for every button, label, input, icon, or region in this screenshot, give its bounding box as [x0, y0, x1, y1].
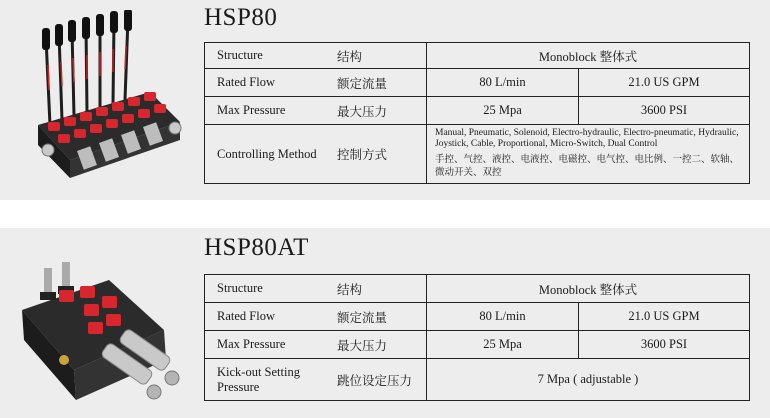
row-label-en: Structure — [217, 48, 263, 62]
product-title: HSP80 — [204, 4, 278, 31]
row-value-metric: 80 L/min — [427, 69, 579, 97]
table-row — [205, 331, 750, 359]
row-label-zh: 跳位设定压力 — [337, 373, 413, 388]
row-label-zh: 额定流量 — [337, 76, 388, 91]
row-value-imperial: 21.0 US GPM — [579, 303, 750, 331]
hydraulic-valve-kickout-image — [14, 260, 190, 410]
row-label-zh: 额定流量 — [337, 310, 388, 325]
methods-en: Manual, Pneumatic, Solenoid, Electro-hydraulic, Electro-pneumatic, Hydraulic, Joystick, Cable, Proportional, Micro-Switch, Dual Control — [435, 128, 739, 149]
row-label-en: Rated Flow — [217, 75, 275, 89]
table-row — [205, 125, 750, 184]
row-value: 7 Mpa ( adjustable ) — [427, 359, 750, 401]
row-value-imperial: 3600 PSI — [579, 97, 750, 125]
row-value: Monoblock 整体式 — [427, 275, 750, 303]
row-label-en: Controlling Method — [217, 146, 317, 161]
product-title: HSP80AT — [204, 234, 309, 261]
table-row — [205, 303, 750, 331]
table-row — [205, 69, 750, 97]
table-row — [205, 97, 750, 125]
row-value: Monoblock 整体式 — [427, 43, 750, 69]
methods-zh: 手控、气控、液控、电液控、电磁控、电气控、电比例、一控二、软轴、微动开关、双控 — [435, 155, 740, 178]
row-label-en: Kick-out Setting Pressure — [217, 364, 300, 394]
spec-table-hsp80at — [204, 274, 750, 401]
row-label-zh: 控制方式 — [337, 148, 388, 162]
row-label-en: Max Pressure — [217, 103, 286, 117]
product-panel-hsp80 — [0, 0, 770, 200]
row-label-zh: 最大压力 — [337, 338, 388, 353]
row-value-metric: 80 L/min — [427, 303, 579, 331]
table-row — [205, 359, 750, 401]
controlling-methods — [427, 125, 750, 184]
row-label-zh: 结构 — [337, 49, 363, 64]
row-label-zh: 结构 — [337, 282, 363, 297]
row-label-en: Rated Flow — [217, 309, 275, 323]
row-value-imperial: 21.0 US GPM — [579, 69, 750, 97]
table-row — [205, 43, 750, 69]
row-label-zh: 最大压力 — [337, 104, 388, 119]
row-value-metric: 25 Mpa — [427, 97, 579, 125]
spec-table-hsp80 — [204, 42, 750, 184]
table-row — [205, 275, 750, 303]
row-label-en: Max Pressure — [217, 337, 286, 351]
row-label-en: Structure — [217, 281, 263, 295]
row-value-imperial: 3600 PSI — [579, 331, 750, 359]
hydraulic-valve-7-lever-image — [20, 10, 190, 185]
row-value-metric: 25 Mpa — [427, 331, 579, 359]
